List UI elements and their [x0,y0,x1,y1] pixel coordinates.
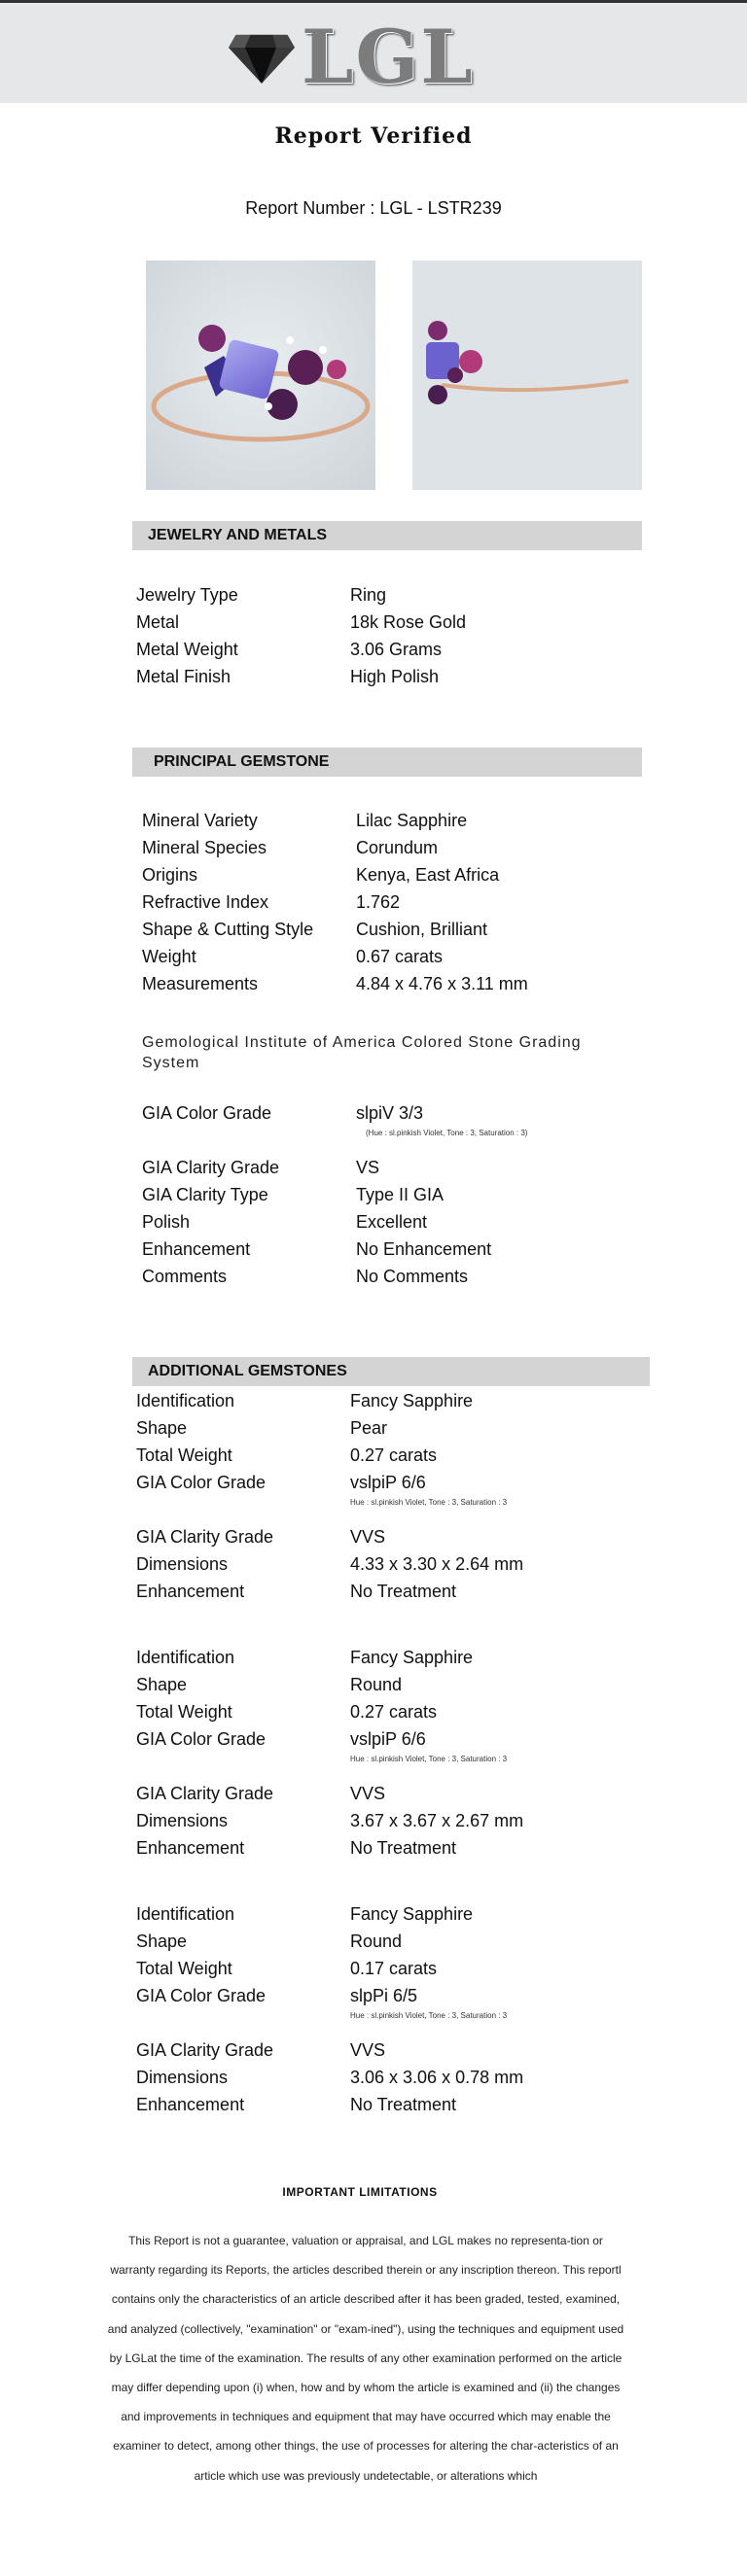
row-value: Fancy Sapphire [350,1904,474,1924]
row-label: Shape [136,1932,188,1951]
row-label: Enhancement [136,1582,245,1601]
row-label: GIA Color Grade [136,1473,267,1492]
row-label: GIA Clarity Grade [136,2040,274,2060]
row-value: 4.84 x 4.76 x 3.11 mm [356,974,528,993]
row-value: 0.27 carats [350,1702,438,1722]
ring-side-photo [412,261,642,490]
row-label: Identification [136,1904,235,1924]
section-principal-gemstone-heading: PRINCIPAL GEMSTONE [132,748,642,777]
page-title: Report Verified [274,123,473,149]
row-label: GIA Clarity Grade [136,1784,274,1803]
row-value: Type II GIA [356,1185,445,1204]
row-value: 3.06 Grams [350,640,443,659]
row-label: Dimensions [136,1811,229,1830]
row-value: Ring [350,585,387,605]
row-label: Total Weight [136,1702,232,1722]
row-value: Lilac Sapphire [356,811,468,830]
row-label: GIA Color Grade [136,1986,267,2005]
section-additional-gemstones-heading: ADDITIONAL GEMSTONES [132,1357,650,1386]
row-value: 0.17 carats [350,1959,438,1978]
row-value: slpiV 3/3 [356,1103,424,1123]
limitations-heading: IMPORTANT LIMITATIONS [282,2185,438,2199]
row-label: Shape & Cutting Style [142,920,314,939]
row-label: GIA Color Grade [142,1103,272,1123]
row-label: GIA Clarity Grade [142,1158,280,1177]
row-value: vslpiP 6/6 [350,1473,426,1492]
row-label: Shape [136,1418,188,1438]
row-label: Metal [136,612,180,632]
report-number: Report Number : LGL - LSTR239 [245,198,502,218]
row-label: Polish [142,1212,191,1232]
row-value: VVS [350,2040,386,2060]
stone-3-color-note: Hue : sl.pinkish Violet, Tone : 3, Saturation : 3 [350,2011,508,2020]
row-value: No Enhancement [356,1239,492,1259]
stone-1-color-note: Hue : sl.pinkish Violet, Tone : 3, Saturation : 3 [350,1498,508,1507]
stone-2-color-note: Hue : sl.pinkish Violet, Tone : 3, Saturation : 3 [350,1755,508,1763]
row-value: Pear [350,1418,388,1438]
row-label: Metal Finish [136,667,231,686]
gia-grading-system-heading: Gemological Institute of America Colored Stone Grading System [142,1034,582,1071]
row-label: GIA Clarity Grade [136,1527,274,1547]
row-value: VS [356,1158,380,1177]
row-label: Refractive Index [142,892,269,912]
row-value: No Treatment [350,1582,457,1601]
row-label: Origins [142,865,198,885]
row-value: Round [350,1932,403,1951]
row-value: slpPi 6/5 [350,1986,418,2005]
row-value: 0.67 carats [356,947,444,966]
row-label: Measurements [142,974,259,993]
row-value: High Polish [350,667,440,686]
row-label: Enhancement [136,1838,245,1858]
section-jewelry-metals-heading: JEWELRY AND METALS [132,521,642,550]
row-value: VVS [350,1784,386,1803]
row-label: Total Weight [136,1445,232,1465]
row-label: Mineral Variety [142,811,258,830]
row-value: 4.33 x 3.30 x 2.64 mm [350,1554,524,1574]
row-label: Comments [142,1267,228,1286]
limitations-text: This Report is not a guarantee, valuation or appraisal, and LGL makes no representa-tion or warranty regarding its Reports, the articles described therein or any inscription thereon. This reportl contains only the characteristics of an article described after it has been graded, tested, examined, and analyzed (collectively, "examination" or "exam-ined"), using the techniques and equipment used by LGLat the time of the examination. The results of any other examination performed on the article may differ depending upon (i) when, how and by whom the article is examined and (ii) the changes and improvements in techniques and equipment that may have occurred which may enable the examiner to detect, among other things, the use of processes for altering the char-acteristics of an article which use was previously undetectable, or alterations which [107,2234,624,2483]
row-value: Round [350,1675,403,1694]
row-value: Cushion, Brilliant [356,920,488,939]
row-value: No Treatment [350,2095,457,2114]
color-grade-note: (Hue : sl.pinkish Violet, Tone : 3, Saturation : 3) [366,1129,528,1137]
row-value: Kenya, East Africa [356,865,500,885]
row-label: GIA Clarity Type [142,1185,268,1204]
row-label: Dimensions [136,2068,229,2087]
row-value: No Treatment [350,1838,457,1858]
row-value: VVS [350,1527,386,1547]
row-label: Enhancement [136,2095,245,2114]
logo-text: LGL [302,14,475,100]
row-value: 3.67 x 3.67 x 2.67 mm [350,1811,524,1830]
lgl-logo [226,14,475,100]
row-label: GIA Color Grade [136,1729,267,1749]
row-value: vslpiP 6/6 [350,1729,426,1749]
row-label: Shape [136,1675,188,1694]
ring-front-photo [146,261,375,490]
row-value: Fancy Sapphire [350,1391,474,1410]
row-label: Weight [142,947,196,966]
row-label: Total Weight [136,1959,232,1978]
row-value: Corundum [356,838,439,857]
row-value: Excellent [356,1212,428,1232]
row-label: Dimensions [136,1554,229,1574]
row-label: Metal Weight [136,640,238,659]
row-value: 1.762 [356,892,401,912]
row-label: Jewelry Type [136,585,238,605]
row-value: 18k Rose Gold [350,612,467,632]
row-label: Identification [136,1391,235,1410]
row-value: 3.06 x 3.06 x 0.78 mm [350,2068,524,2087]
row-value: Fancy Sapphire [350,1648,474,1667]
diamond-icon [226,28,298,87]
row-value: No Comments [356,1267,469,1286]
header-banner [0,0,747,103]
row-label: Identification [136,1648,235,1667]
row-value: 0.27 carats [350,1445,438,1465]
row-label: Mineral Species [142,838,267,857]
row-label: Enhancement [142,1239,251,1259]
